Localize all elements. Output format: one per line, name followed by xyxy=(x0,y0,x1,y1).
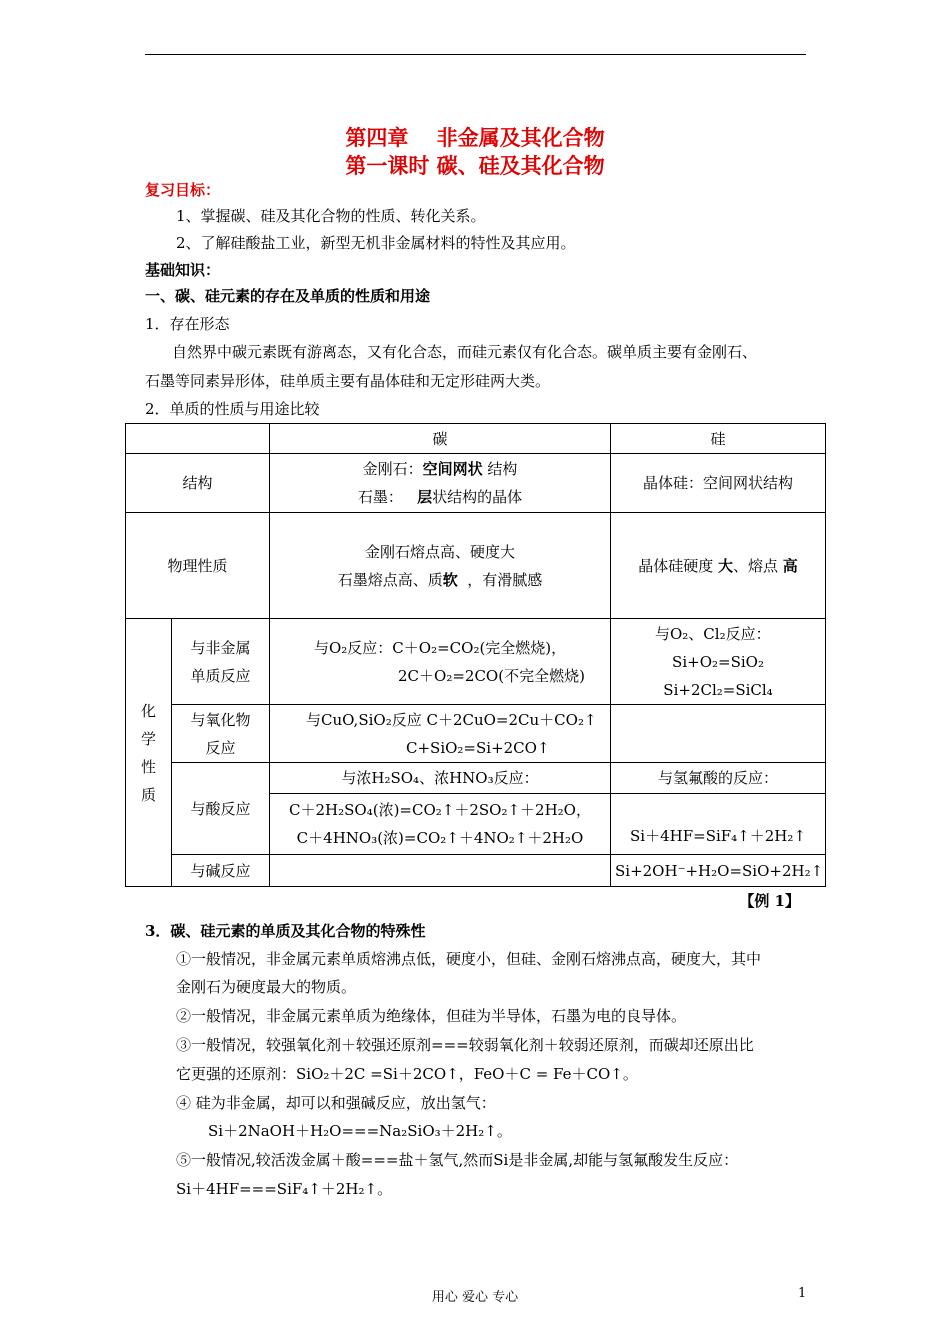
structure-c-text: 石墨： xyxy=(357,488,418,506)
base-carbon-cell xyxy=(270,855,611,887)
header-silicon: 硅 xyxy=(611,424,826,454)
row-label-structure: 结构 xyxy=(126,454,270,513)
sub-label-line: 反应 xyxy=(205,738,236,757)
physical-silicon-cell xyxy=(611,513,826,619)
physical-c-text: ，有滑腻感 xyxy=(457,570,543,589)
table-row-base xyxy=(126,855,826,887)
structure-c-bold: 空间网状 xyxy=(422,460,483,478)
table-header-row xyxy=(126,424,826,454)
nonmetal-si-line: Si+O₂=SiO₂ xyxy=(672,652,764,671)
special-p4a: ④ 硅为非金属，却可以和强碱反应，放出氢气： xyxy=(176,1094,496,1112)
subsection-1: 1．存在形态 xyxy=(145,315,230,333)
structure-c-text: 金刚石： xyxy=(362,460,423,478)
page-footer: 用心 爱心 专心 xyxy=(431,1290,519,1305)
physical-si-text: 、熔点 xyxy=(733,556,783,575)
structure-carbon-cell xyxy=(270,454,611,513)
nonmetal-c-line: 与O₂反应：C＋O₂=CO₂(完全燃烧)， xyxy=(314,638,567,657)
table-row-nonmetal xyxy=(126,619,826,705)
sub-label-line: 单质反应 xyxy=(190,666,251,685)
page-number: 1 xyxy=(798,1286,807,1301)
physical-c-line: 金刚石熔点高、硬度大 xyxy=(364,542,515,561)
row-label-physical: 物理性质 xyxy=(126,513,270,619)
special-p4b: Si＋2NaOH＋H₂O===Na₂SiO₃＋2H₂↑。 xyxy=(208,1122,512,1140)
physical-si-bold: 大 xyxy=(717,556,733,575)
sub-label-acid: 与酸反应 xyxy=(172,763,270,855)
physical-si-text: 晶体硅硬度 xyxy=(638,556,718,575)
header-rule xyxy=(145,54,806,55)
physical-c-bold: 软 xyxy=(442,570,458,589)
structure-c-text: 状结构的晶体 xyxy=(432,488,523,506)
acid-silicon-head: 与氢氟酸的反应： xyxy=(611,763,826,794)
special-p5b: Si＋4HF===SiF₄↑＋2H₂↑。 xyxy=(176,1180,393,1198)
special-p2: ②一般情况，非金属元素单质为绝缘体，但硅为半导体，石墨为电的良导体。 xyxy=(176,1007,687,1025)
comparison-table xyxy=(125,423,826,887)
oxide-silicon-cell xyxy=(611,705,826,763)
header-empty-cell xyxy=(126,424,270,454)
header-carbon: 碳 xyxy=(270,424,611,454)
section-1-heading: 一、碳、硅元素的存在及单质的性质和用途 xyxy=(145,287,431,305)
physical-c-text: 石墨熔点高、质 xyxy=(337,570,443,589)
special-p5a: ⑤一般情况,较活泼金属＋酸===盐＋氢气,然而Si是非金属,却能与氢氟酸发生反应： xyxy=(176,1151,739,1169)
paragraph-1a: 自然界中碳元素既有游离态，又有化合态，而硅元素仅有化合态。碳单质主要有金刚石、 xyxy=(172,343,758,361)
row-label-chemical xyxy=(126,619,172,887)
basics-heading: 基础知识： xyxy=(145,261,221,279)
nonmetal-c-line: 2C＋O₂=2CO(不完全燃烧) xyxy=(398,666,585,685)
table-row-acid-head xyxy=(126,763,826,794)
goals-heading: 复习目标： xyxy=(145,181,221,199)
sub-label-base: 与碱反应 xyxy=(172,855,270,887)
acid-carbon-cell xyxy=(270,794,611,855)
oxide-c-line: C+SiO₂=Si+2CO↑ xyxy=(406,738,550,757)
special-p3b: 它更强的还原剂：SiO₂＋2C =Si＋2CO↑，FeO＋C = Fe＋CO↑。 xyxy=(176,1065,638,1083)
base-silicon-cell: Si+2OH⁻+H₂O=SiO+2H₂↑ xyxy=(611,855,826,887)
chapter-title: 第四章 非金属及其化合物 xyxy=(345,125,605,150)
nonmetal-si-line: Si+2Cl₂=SiCl₄ xyxy=(663,680,773,699)
sub-label-nonmetal xyxy=(172,619,270,705)
chemical-char: 性 xyxy=(140,757,156,776)
structure-silicon-cell: 晶体硅：空间网状结构 xyxy=(611,454,826,513)
section-3-heading: 3．碳、硅元素的单质及其化合物的特殊性 xyxy=(145,922,426,940)
paragraph-1b: 石墨等同素异形体，硅单质主要有晶体硅和无定形硅两大类。 xyxy=(145,372,551,390)
chemical-char: 化 xyxy=(140,701,156,720)
structure-c-text: 结构 xyxy=(482,460,518,478)
subsection-2: 2．单质的性质与用途比较 xyxy=(145,400,320,418)
sub-label-line: 与氧化物 xyxy=(190,710,251,729)
goal-item-1: 1、掌握碳、硅及其化合物的性质、转化关系。 xyxy=(176,207,486,225)
nonmetal-silicon-cell xyxy=(611,619,826,705)
structure-c-bold: 层 xyxy=(417,488,433,506)
acid-silicon-cell: Si＋4HF=SiF₄↑＋2H₂↑ xyxy=(611,794,826,855)
table-row-structure xyxy=(126,454,826,513)
sub-label-oxide xyxy=(172,705,270,763)
physical-carbon-cell xyxy=(270,513,611,619)
table-row-physical xyxy=(126,513,826,619)
special-p3a: ③一般情况，较强氧化剂＋较强还原剂===较弱氧化剂＋较弱还原剂，而碳却还原出比 xyxy=(176,1036,754,1054)
goal-item-2: 2、了解硅酸盐工业，新型无机非金属材料的特性及其应用。 xyxy=(176,234,576,252)
special-p1a: ①一般情况，非金属元素单质熔沸点低，硬度小，但硅、金刚石熔沸点高，硬度大，其中 xyxy=(176,950,762,968)
special-p1b: 金刚石为硬度最大的物质。 xyxy=(176,978,357,996)
table-row-oxide xyxy=(126,705,826,763)
example-label: 【例 1】 xyxy=(739,892,800,910)
acid-c-line: C＋2H₂SO₄(浓)=CO₂↑＋2SO₂↑＋2H₂O， xyxy=(289,801,591,819)
oxide-c-line: 与CuO,SiO₂反应 C＋2CuO=2Cu＋CO₂↑ xyxy=(306,710,597,729)
physical-si-bold: 高 xyxy=(782,556,798,575)
nonmetal-carbon-cell xyxy=(270,619,611,705)
chemical-char: 质 xyxy=(140,785,156,804)
chemical-char: 学 xyxy=(140,729,156,748)
lesson-title: 第一课时 碳、硅及其化合物 xyxy=(345,153,605,178)
acid-carbon-head: 与浓H₂SO₄、浓HNO₃反应： xyxy=(270,763,611,794)
nonmetal-si-line: 与O₂、Cl₂反应： xyxy=(655,624,771,643)
acid-c-line: C＋4HNO₃(浓)=CO₂↑＋4NO₂↑＋2H₂O xyxy=(296,829,584,847)
sub-label-line: 与非金属 xyxy=(190,638,251,657)
oxide-carbon-cell xyxy=(270,705,611,763)
